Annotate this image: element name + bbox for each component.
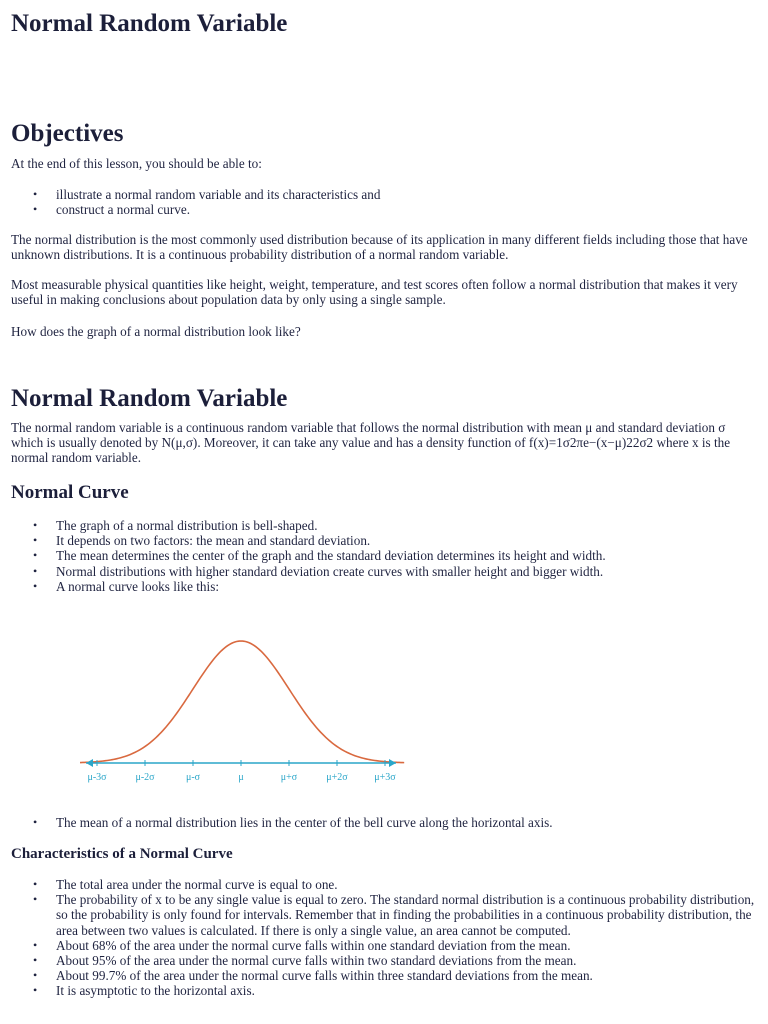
tick-label: μ-3σ [87,772,107,783]
objectives-intro: At the end of this lesson, you should be able to: [11,156,262,171]
tick-label: μ+2σ [326,772,348,783]
page-title: Normal Random Variable [11,10,288,37]
normal-curve-list [11,518,757,594]
objectives-heading: Objectives [11,120,124,147]
paragraph-intro: The normal distribution is the most commonly used distribution because of its application in many different fields including those that have unknown distributions. It is a continuous probability distribution of a normal random variable. [11,232,748,263]
objectives-list [11,187,757,217]
tick-label: μ+σ [280,772,298,783]
list-item: • Normal distributions with higher standard deviation create curves with smaller height and bigger width. [56,564,757,579]
section-heading: Normal Random Variable [11,385,288,412]
tick-label: μ-2σ [135,772,155,783]
bell-curve [80,641,404,763]
list-item: • The mean of a normal distribution lies in the center of the bell curve along the horizontal axis. [56,815,757,830]
definition-paragraph: The normal random variable is a continuous random variable that follows the normal distribution with mean μ and standard deviation σ which is usually denoted by N(μ,σ). Moreover, it can take any value and has a density function of f(x)=1σ2πe−(x−μ)22σ2 where x is the normal random variable. [11,420,731,466]
axis-tick-labels [87,772,396,783]
mean-note-list [11,815,757,830]
list-item: • The probability of x to be any single value is equal to zero. The standard normal distribution is a continuous probability distribution, so the probability is only found for intervals. Remember that in finding the probabilities in a continuous probability distribution, the area between two values is calculated. If there is only a single value, an area cannot be computed. [56,892,757,938]
list-item: • About 95% of the area under the normal curve falls within two standard deviations from the mean. [56,953,757,968]
characteristics-heading: Characteristics of a Normal Curve [11,846,233,862]
list-item: • It is asymptotic to the horizontal axis. [56,983,757,998]
list-item: • illustrate a normal random variable and its characteristics and [56,187,757,202]
paragraph-measurable: Most measurable physical quantities like height, weight, temperature, and test scores often follow a normal distribution that makes it very useful in making conclusions about population data by only using a single sample. [11,277,738,308]
list-item: • About 68% of the area under the normal curve falls within one standard deviation from the mean. [56,938,757,953]
normal-curve-heading: Normal Curve [11,482,129,503]
list-item: • A normal curve looks like this: [56,579,757,594]
paragraph-question: How does the graph of a normal distribution look like? [11,324,301,339]
list-item: • It depends on two factors: the mean and standard deviation. [56,533,757,548]
list-item: • About 99.7% of the area under the normal curve falls within three standard deviations from the mean. [56,968,757,983]
tick-label: μ-σ [185,772,201,783]
tick-label: μ [238,772,244,783]
tick-label: μ+3σ [374,772,396,783]
list-item: • The total area under the normal curve is equal to one. [56,877,757,892]
list-item: • The mean determines the center of the graph and the standard deviation determines its height and width. [56,548,757,563]
list-item: • The graph of a normal distribution is bell-shaped. [56,518,757,533]
horizontal-axis [86,759,396,767]
normal-curve-figure [80,630,410,790]
axis-arrow-left-icon [86,759,93,767]
characteristics-list [11,877,757,999]
list-item: • construct a normal curve. [56,202,757,217]
axis-arrow-right-icon [389,759,396,767]
